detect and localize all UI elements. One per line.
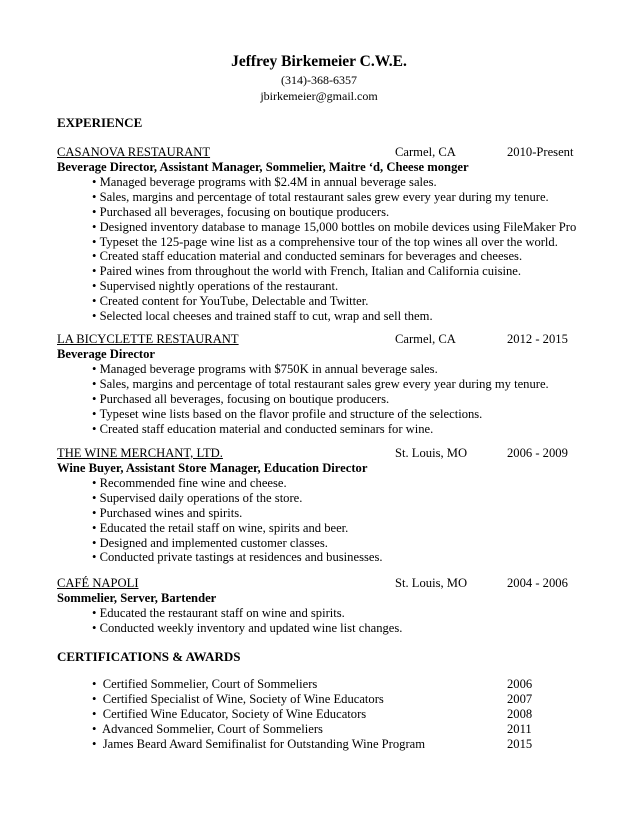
certification-title: Advanced Sommelier, Court of Sommeliers [102,722,323,736]
job-bullet: • Educated the restaurant staff on wine and spirits. [92,606,597,621]
email-address: jbirkemeier@gmail.com [260,89,378,103]
certification-item [92,707,552,722]
job-dates: 2006 - 2009 [507,446,568,460]
job-role: Wine Buyer, Assistant Store Manager, Education Director [57,461,368,475]
job-wine-merchant [57,445,597,565]
job-role: Sommelier, Server, Bartender [57,591,217,605]
job-bullet: • Created staff education material and conducted seminars for wine. [92,422,597,437]
job-dates: 2004 - 2006 [507,576,568,590]
certification-year: 2007 [507,692,533,706]
job-bullet: • Purchased wines and spirits. [92,506,597,521]
job-bullet: • Paired wines from throughout the world with French, Italian and California cuisine. [92,264,597,279]
job-bullet: • Designed and implemented customer classes. [92,536,597,551]
job-bullet: • Managed beverage programs with $750K in annual beverage sales. [92,362,597,377]
job-bullet: • Selected local cheeses and trained staff to cut, wrap and sell them. [92,309,597,324]
job-bullet: • Sales, margins and percentage of total restaurant sales grew every year during my tenure. [92,190,597,205]
certification-title: Certified Specialist of Wine, Society of Wine Educators [102,692,384,706]
job-bullet-list [57,606,597,636]
job-location: St. Louis, MO [395,576,468,590]
certification-year: 2008 [507,707,533,721]
job-bullet: • Typeset wine lists based on the flavor profile and structure of the selections. [92,407,597,422]
job-header [57,144,597,160]
job-bullet: • Managed beverage programs with $2.4M in annual beverage sales. [92,175,597,190]
certification-item [92,692,552,707]
job-dates: 2010-Present [507,145,574,159]
job-la-bicyclette [57,331,597,436]
job-location: Carmel, CA [395,332,456,346]
job-bullet-list [57,362,597,436]
job-bullet: • Supervised nightly operations of the restaurant. [92,279,597,294]
job-bullet: • Conducted weekly inventory and updated wine list changes. [92,621,597,636]
job-bullet: • Created staff education material and conducted seminars for beverages and cheeses. [92,249,597,264]
certification-title: Certified Wine Educator, Society of Wine Educators [102,707,367,721]
resume-header [0,52,638,104]
job-bullet-list [57,476,597,565]
candidate-name: Jeffrey Birkemeier C.W.E. [231,53,407,70]
certification-list [92,677,552,752]
job-bullet-list [57,175,597,324]
experience-heading: EXPERIENCE [57,115,143,130]
certification-item [92,677,552,692]
job-bullet: • Sales, margins and percentage of total restaurant sales grew every year during my tenure. [92,377,597,392]
job-company: CAFÉ NAPOLI [57,576,139,590]
job-header [57,575,597,591]
job-bullet: • Purchased all beverages, focusing on boutique producers. [92,392,597,407]
certification-title: James Beard Award Semifinalist for Outstanding Wine Program [102,737,426,751]
job-location: St. Louis, MO [395,446,468,460]
job-cafe-napoli [57,575,597,636]
job-company: LA BICYCLETTE RESTAURANT [57,332,239,346]
job-bullet: • Designed inventory database to manage 15,000 bottles on mobile devices using FileMaker Pro [92,220,597,235]
certification-title: Certified Sommelier, Court of Sommeliers [102,677,318,691]
job-dates: 2012 - 2015 [507,332,568,346]
phone-number: (314)-368-6357 [281,73,357,87]
job-location: Carmel, CA [395,145,456,159]
job-company: THE WINE MERCHANT, LTD. [57,446,223,460]
job-bullet: • Supervised daily operations of the store. [92,491,597,506]
certification-item [92,722,552,737]
certification-year: 2011 [507,722,532,736]
job-company: CASANOVA RESTAURANT [57,145,211,159]
job-header [57,331,597,347]
job-role: Beverage Director [57,347,156,361]
job-casanova [57,144,597,324]
job-header [57,445,597,461]
job-bullet: • Educated the retail staff on wine, spirits and beer. [92,521,597,536]
job-bullet: • Recommended fine wine and cheese. [92,476,597,491]
job-bullet: • Purchased all beverages, focusing on boutique producers. [92,205,597,220]
certification-year: 2006 [507,677,533,691]
certification-item [92,737,552,752]
certification-year: 2015 [507,737,533,751]
job-bullet: • Conducted private tastings at residences and businesses. [92,550,597,565]
job-bullet: • Created content for YouTube, Delectable and Twitter. [92,294,597,309]
job-role: Beverage Director, Assistant Manager, Sommelier, Maitre ‘d, Cheese monger [57,160,469,174]
job-bullet: • Typeset the 125-page wine list as a comprehensive tour of the top wines all over the world. [92,235,597,250]
certifications-heading: CERTIFICATIONS & AWARDS [57,649,241,664]
